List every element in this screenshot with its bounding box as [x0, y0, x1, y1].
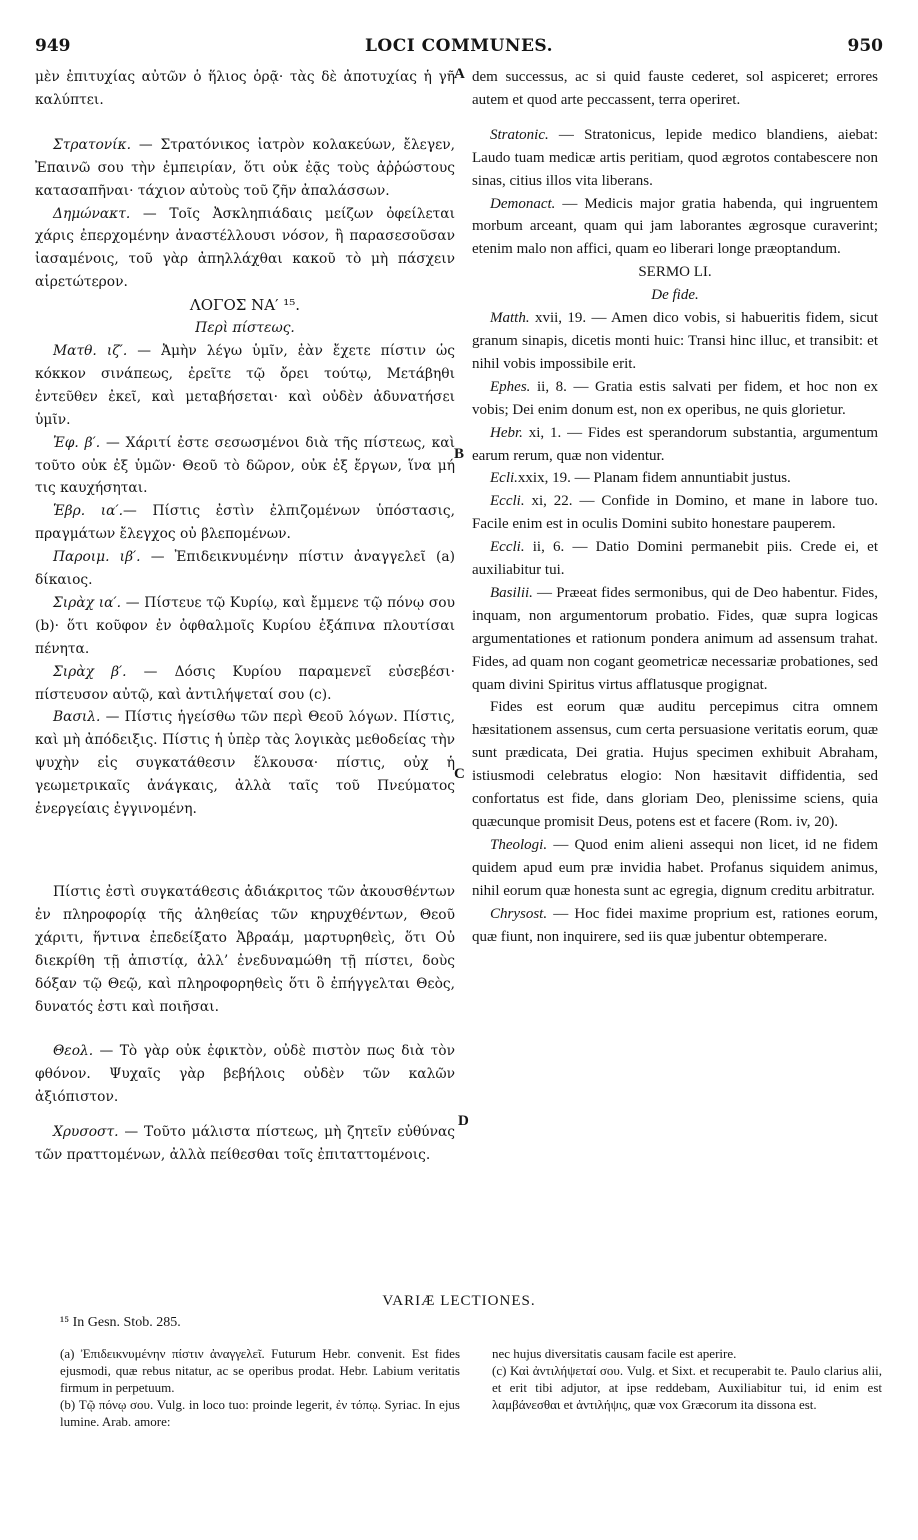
variae-lectiones-title: VARIÆ LECTIONES.	[382, 1293, 536, 1309]
variant-notes-right	[492, 1345, 882, 1413]
margin-letter-b: B	[454, 446, 465, 462]
sermon-heading-latin: SERMO LI.	[638, 264, 712, 281]
greek-paragraph: Παροιμ. ιβ′. — Ἐπιδεικνυμένην πίστιν ἀναγγελεῖ (a) δίκαιος.	[35, 549, 455, 589]
greek-paragraph: Θεολ. — Τὸ γὰρ οὐκ ἐφικτὸν, οὐδὲ πιστὸν πως διὰ τὸν φθόνον. Ψυχαῖς γὰρ βεβήλοις οὐδὲν τῶν καλῶν ἀξιόπιστον.	[35, 1043, 455, 1106]
greek-paragraph: Χρυσοστ. — Τοῦτο μάλιστα πίστεως, μὴ ζητεῖν εὐθύνας τῶν πραττομένων, ἀλλὰ πείθεσθαι τοῖς ἐπιταττομένοις.	[35, 1124, 455, 1164]
latin-paragraph: Basilii. — Præeat fides sermonibus, qui de Deo habentur. Fides, inquam, non argumentorum probatio. Fides, quæ supra logicas argumentationes et rationum pondera animum ad assensum trahat. Fides, ad quam non cogant geometricæ necessariæ probationes, sed quam divini Spiritus virtus afflatusque progignat.	[472, 584, 878, 693]
latin-paragraph: Ephes. ii, 8. — Gratia estis salvati per fidem, et hoc non ex vobis; Dei enim donum est, non ex operibus, ne quis glorietur.	[472, 378, 878, 418]
footnote-reference: ¹⁵ In Gesn. Stob. 285.	[60, 1315, 181, 1330]
latin-paragraph: dem successus, ac si quid fauste cederet, sol aspiceret; errores autem et quod arte peccassent, terra operiret.	[472, 69, 878, 108]
greek-paragraph: Δημώνακτ. — Τοῖς Ἀσκληπιάδαις μείζων ὀφείλεται χάρις ἐπερχομένην ἀναστέλλουσι νόσον, ἢ παρασεσοῦσαν ἰασαμένοις, τοῦ γὰρ ἀπηλλάχθαι κακοῦ τὸ μὴ πάσχειν αἱρετώτερον.	[35, 205, 455, 291]
greek-paragraph: Πίστις ἐστὶ συγκατάθεσις ἀδιάκριτος τῶν ἀκουσθέντων ἐν πληροφορίᾳ τῆς ἀληθείας τῶν κηρυχθέντων, Θεοῦ χάριτι, ἥντινα ἐπεδείξατο Ἀβραάμ, μαρτυρηθεὶς, ὅτι Οὐ διεκρίθη τῇ ἀπιστίᾳ, ἀλλ’ ἐνεδυναμώθη τῇ πίστει, δοὺς δόξαν τῷ Θεῷ, καὶ πληροφορηθεὶς ὅτι ὃ ἐπήγγελται Θεὸς, δυνατός ἐστι καὶ ποιῆσαι.	[35, 884, 455, 1015]
variant-note: (a) Ἐπιδεικνυμένην πίστιν ἀναγγελεῖ. Futurum Hebr. convenit. Est fides ejusmodi, quæ rebus nitatur, ac se operibus prodat. Hebr. Labium veritatis firmum in perpetuum.	[60, 1346, 460, 1395]
margin-letter-d: D	[458, 1113, 469, 1129]
greek-paragraph: Ματθ. ιζ′. — Ἀμὴν λέγω ὑμῖν, ἐὰν ἔχετε πίστιν ὡς κόκκον σινάπεως, ἐρεῖτε τῷ ὄρει τούτῳ, Μετάβηθι ἐντεῦθεν ἐκεῖ, καὶ μεταβήσεται· καὶ οὐδὲν ἀδυνατήσει ὑμῖν.	[35, 342, 456, 428]
sermon-subheading-latin: De fide.	[651, 287, 699, 304]
greek-paragraph: Στρατονίκ. — Στρατόνικος ἰατρὸν κολακεύων, ἔλεγεν, Ἐπαινῶ σου τὴν ἐμπειρίαν, ὅτι οὐκ ἐᾷς τοὺς ἀῤῥώστους κατασαπῆναι· τάχιον αὐτοὺς τοῦ ζῆν ἀπαλάσσων.	[35, 136, 455, 199]
page-number-left: 949	[35, 36, 71, 56]
latin-paragraph: Hebr. xi, 1. — Fides est sperandorum substantia, argumentum earum rerum, quæ non videntur.	[472, 424, 878, 464]
latin-paragraph: Theologi. — Quod enim alieni assequi non licet, id ne fidem quidem apud eum præ invidia habet. Profanus siquidem animus, nihil eorum quæ honesta sunt ac egregia, dignum creditu arbitratur.	[472, 836, 878, 899]
margin-letter-a: A	[454, 66, 465, 82]
greek-paragraph: Ἐφ. β′. — Χάριτί ἐστε σεσωσμένοι διὰ τῆς πίστεως, καὶ τοῦτο οὐκ ἐξ ὑμῶν· Θεοῦ τὸ δῶρον, οὐκ ἐξ ἔργων, ἵνα μή τις καυχήσηται.	[35, 434, 455, 497]
variant-note: (b) Τῷ πόνῳ σου. Vulg. in loco tuo: proinde legerit, ἐν τόπῳ. Syriac. In ejus lumine. Arab. amore:	[60, 1397, 460, 1429]
greek-paragraph: Σιρὰχ β′. — Δόσις Κυρίου παραμενεῖ εὐσεβέσι· πίστευσον αὐτῷ, καὶ ἀντιλήψεταί σου (c).	[35, 663, 455, 703]
latin-column	[472, 66, 878, 948]
greek-paragraph: Ἑβρ. ια′.— Πίστις ἐστὶν ἐλπιζομένων ὑπόστασις, πραγμάτων ἔλεγχος οὐ βλεπομένων.	[35, 503, 455, 543]
page-number-right: 950	[847, 36, 883, 56]
greek-paragraph: Βασιλ. — Πίστις ἡγείσθω τῶν περὶ Θεοῦ λόγων. Πίστις, καὶ μὴ ἀπόδειξις. Πίστις ἡ ὑπὲρ τὰς λογικὰς μεθοδείας τὴν ψυχὴν εἰς συγκατάθεσιν ἕλκουσα· πίστις, οὐχ ἡ γεωμετρικαῖς ἀνάγκαις, ἀλλὰ ταῖς τοῦ Πνεύματος ἐνεργείαις ἐγγινομένη.	[35, 709, 455, 818]
greek-column	[35, 66, 455, 1167]
variant-note: (c) Καὶ ἀντιλήψεταί σου. Vulg. et Sixt. et recuperabit te. Paulo clarius alii, et erit tibi adjutor, at ipse reddebam, Auxiliabitur tui, id enim est λαμβάνεσθαι et ἀντιλήψις, quæ vox Græcorum ita dissona est.	[492, 1363, 882, 1412]
latin-paragraph: Fides est eorum quæ auditu percepimus citra omnem hæsitationem assensus, cum certa persuasione veritatis eorum, quæ sunt prædicata, Dei gratia. Hujus specimen exhibuit Abraham, istiusmodi celebratus elogio: Non hæsitavit diffidentia, sed confortatus est fide, dans gloriam Deo, plenissime sciens, quia quæcunque promisit Deus, potens est et facere (Rom. iv, 20).	[472, 699, 878, 830]
latin-paragraph: Demonact. — Medicis major gratia habenda, qui ingruentem morbum arceant, quam qui jam laborantes ægrosque curaverint; etenim malo non affici, quam eo liberari longe præoptandum.	[472, 195, 878, 258]
latin-paragraph: Eccli. xi, 22. — Confide in Domino, et mane in labore tuo. Facile enim est in oculis Domini subito honestare pauperem.	[472, 493, 878, 533]
greek-paragraph: Σιρὰχ ια′. — Πίστευε τῷ Κυρίῳ, καὶ ἔμμενε τῷ πόνῳ σου (b)· ὅτι κοῦφον ἐν ὀφθαλμοῖς Κυρίου ἐξάπινα πλουτίσαι πένητα.	[35, 594, 455, 657]
variant-notes-left	[60, 1345, 460, 1430]
margin-letter-c: C	[454, 766, 465, 782]
latin-paragraph: Ecli.xxix, 19. — Planam fidem annuntiabit justus.	[490, 470, 791, 487]
sermon-heading-greek: ΛΟΓΟΣ ΝΑ′ ¹⁵.	[189, 296, 301, 315]
latin-paragraph: Stratonic. — Stratonicus, lepide medico blandiens, aiebat: Laudo tuam medicæ artis peritiam, quod ægrotos contabescere non sinas, citius illos vita liberans.	[472, 126, 878, 189]
greek-paragraph: μὲν ἐπιτυχίας αὐτῶν ὁ ἥλιος ὁρᾷ· τὰς δὲ ἀποτυχίας ἡ γῆ καλύπτει.	[35, 69, 455, 108]
sermon-subheading-greek: Περὶ πίστεως.	[195, 320, 295, 337]
latin-paragraph: Chrysost. — Hoc fidei maxime proprium est, rationes eorum, quæ fiunt, non inquirere, sed iis quæ jubentur obtemperare.	[472, 905, 878, 945]
latin-paragraph: Matth. xvii, 19. — Amen dico vobis, si habueritis fidem, sicut granum sinapis, dicetis monti huic: Transi hinc illuc, et transibit: et nihil vobis impossibile erit.	[472, 310, 878, 372]
running-title: LOCI COMMUNES.	[364, 36, 554, 56]
variant-note: nec hujus diversitatis causam facile est aperire.	[492, 1346, 737, 1361]
latin-paragraph: Eccli. ii, 6. — Datio Domini permanebit piis. Crede ei, et auxiliabitur tui.	[472, 539, 878, 579]
